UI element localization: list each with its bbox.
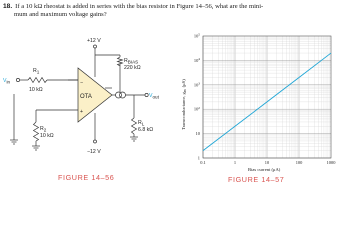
y-tick-label: 1 [197, 155, 200, 161]
chart-grid [203, 36, 331, 158]
y-tick-label: 10 [195, 131, 200, 137]
rl-value: 6.8 kΩ [138, 127, 154, 133]
figure-14-56-label: FIGURE 14–56 [58, 173, 115, 182]
chart-y-ticks [194, 33, 201, 161]
ota-label: OTA [80, 94, 92, 100]
vout-sub: out [152, 94, 159, 100]
plus-sign: + [80, 109, 84, 115]
problem-line-2: mum and maximum voltage gains? [14, 11, 107, 19]
vout-name: V [149, 93, 153, 99]
rl-name: R [138, 120, 142, 126]
r2-name: R [40, 126, 44, 132]
vin-sub: in [6, 79, 11, 85]
minus-sign: − [80, 80, 84, 86]
x-tick-label: 100 [295, 160, 303, 165]
x-tick-label: 0.1 [200, 160, 206, 165]
y-tick-label: $10^4$ [193, 57, 200, 63]
ylabel-text: Transconductance, g [181, 92, 186, 130]
supply-neg-label: −12 V [87, 149, 101, 155]
chart-x-axis-label: Bias current (μA) [248, 167, 281, 172]
y-tick-label: $10^5$ [193, 32, 200, 39]
ylabel-sub: m [183, 89, 187, 93]
r1-name: R [33, 68, 37, 74]
chart-y-axis-label [181, 79, 187, 130]
rbias-value: 220 kΩ [124, 65, 141, 71]
rbias-name: R [124, 58, 128, 64]
supply-pos-label: +12 V [87, 38, 101, 44]
x-tick-label: 1 [233, 160, 237, 165]
y-tick-label: $10^3$ [193, 81, 200, 88]
r1-value: 10 kΩ [29, 87, 43, 93]
chart-x-ticks [200, 160, 336, 165]
figure-14-57-label: FIGURE 14–57 [228, 175, 285, 184]
x-tick-label: 10 [264, 160, 270, 165]
ylabel-unit: (μS) [181, 79, 186, 88]
x-tick-label: 1000 [326, 160, 336, 165]
r1-sub: 1 [36, 69, 40, 75]
y-tick-label: $10^2$ [193, 105, 200, 112]
rbias-sub: BIAS [127, 59, 139, 65]
r2-sub: 2 [43, 127, 47, 133]
rl-sub: L [141, 121, 145, 127]
problem-line-1: If a 10 kΩ rheostat is added in series with the bias resistor in Figure 14–56, what are the mini- [15, 3, 264, 10]
r2-value: 10 kΩ [40, 133, 54, 139]
vin-name: V [3, 78, 7, 84]
problem-number: 18. [3, 3, 13, 10]
